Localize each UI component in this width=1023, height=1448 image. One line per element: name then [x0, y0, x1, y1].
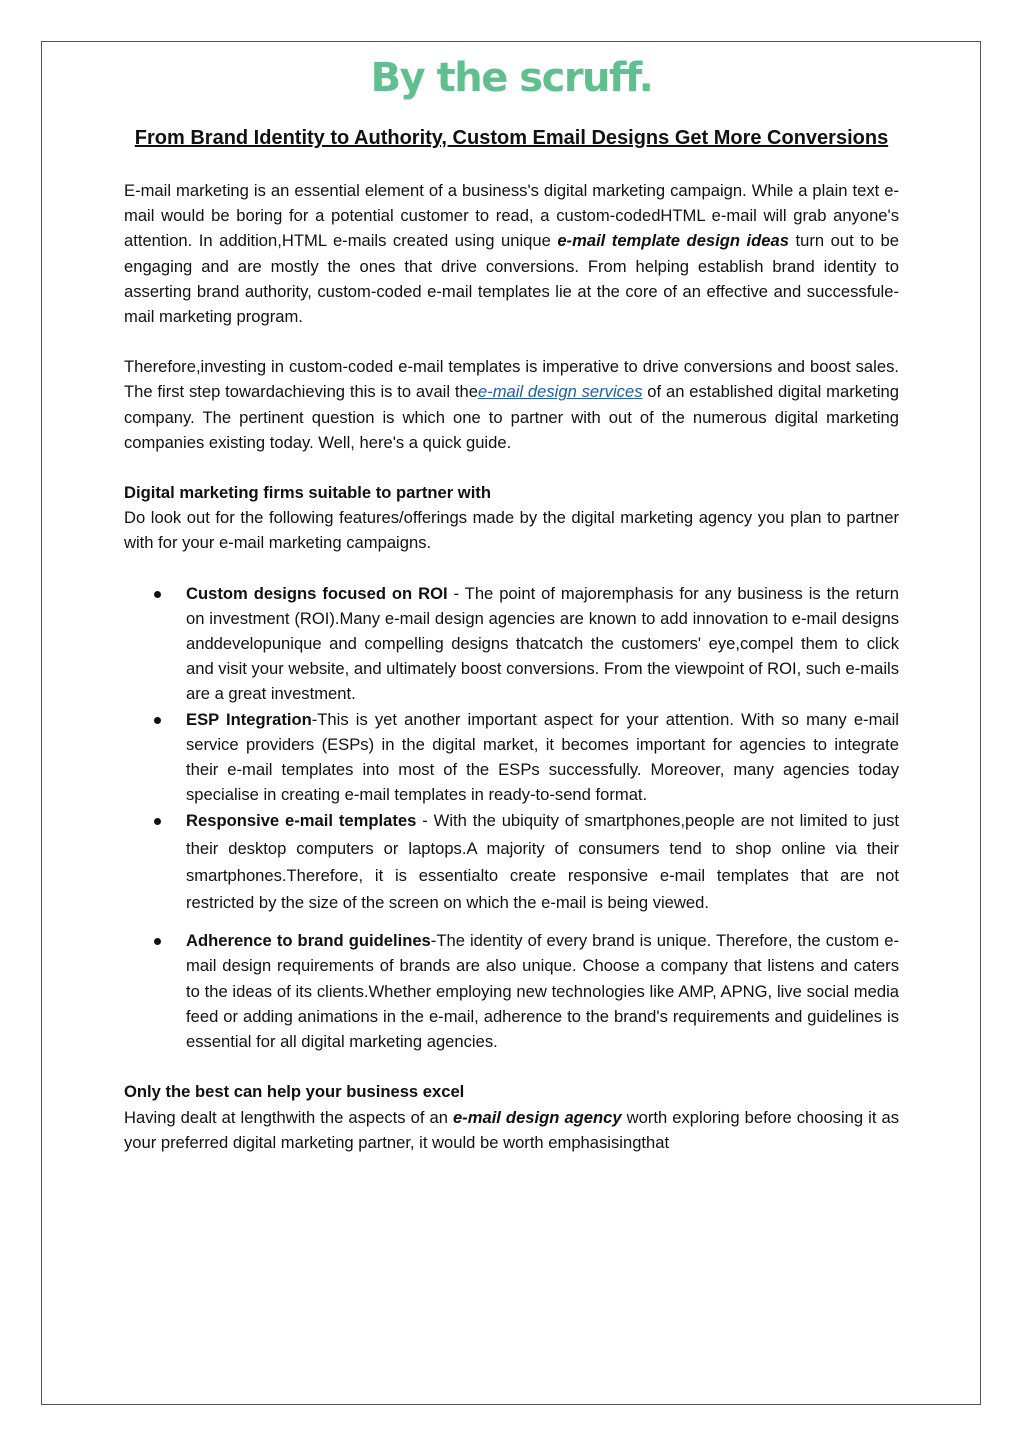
section1-body: Do look out for the following features/offerings made by the digital marketing agency you plan to partner with for your e-mail marketing campaigns. — [124, 508, 899, 553]
section1-heading: Digital marketing firms suitable to partner with — [124, 483, 491, 503]
section2-body — [124, 1105, 899, 1155]
intro-text-2: turn out to be engaging and are mostly the ones that drive conversions. From helping establish brand identity to asserting brand authority, custom-coded e-mail templates lie at the core of an effective and successfule-mail marketing program. — [124, 231, 899, 327]
feature-label: Custom designs focused on ROI — [186, 583, 448, 603]
document-body — [124, 124, 899, 1155]
features-list — [124, 581, 899, 1055]
list-item — [124, 581, 899, 707]
section2-text-2: worth exploring before choosing it as your preferred digital marketing partner, it would be worth emphasisingthat — [124, 1107, 899, 1152]
investing-text-1: Therefore,investing in custom-coded e-mail templates is imperative to drive conversions and boost sales. The first step towardachieving this is to avail the — [124, 357, 899, 402]
section2-text-1: Having dealt at lengthwith the aspects of an — [124, 1107, 453, 1127]
section2-heading: Only the best can help your business excel — [124, 1082, 465, 1102]
feature-label: ESP Integration — [186, 709, 312, 729]
feature-text: - The point of majoremphasis for any business is the return on investment (ROI).Many e-mail design agencies are known to add innovation to e-mail designs anddevelopunique and compelling designs thatcatch the customers' eye,compel them to click and visit your website, and ultimately boost conversions. From the viewpoint of ROI, such e-mails are a great investment. — [186, 583, 899, 704]
document-title: From Brand Identity to Authority, Custom Email Designs Get More Conversions — [134, 127, 889, 149]
investing-text-2: of an established digital marketing company. The pertinent question is which one to partner with out of the numerous digital marketing companies existing today. Well, here's a quick guide. — [124, 382, 900, 452]
email-design-services-link[interactable]: e-mail design services — [477, 382, 643, 402]
intro-paragraph — [124, 178, 899, 329]
list-item — [124, 928, 899, 1054]
feature-text: - With the ubiquity of smartphones,people are not limited to just their desktop computers or laptops.A majority of consumers tend to shop online via their smartphones.Therefore, it is essentialto create responsive e-mail templates that are not restricted by the size of the screen on which the e-mail is being viewed. — [186, 811, 899, 913]
feature-label: Adherence to brand guidelines — [186, 931, 431, 951]
bullet-icon — [154, 818, 161, 825]
feature-label: Responsive e-mail templates — [186, 811, 417, 831]
section2-emphasis: e-mail design agency — [452, 1107, 622, 1127]
list-item — [124, 807, 899, 916]
brand-logo: By the scruff. — [370, 55, 653, 101]
bullet-icon — [154, 591, 161, 598]
bullet-icon — [154, 938, 161, 945]
intro-emphasis: e-mail template design ideas — [557, 231, 789, 251]
bullet-icon — [154, 717, 161, 724]
feature-text: -This is yet another important aspect for your attention. With so many e-mail service providers (ESPs) in the digital market, it becomes important for agencies to integrate their e-mail templates into most of the ESPs successfully. Moreover, many agencies today specialise in creating e-mail templates in ready-to-send format. — [186, 709, 899, 805]
list-item — [124, 707, 899, 808]
intro-text-1: E-mail marketing is an essential element of a business's digital marketing campaign. While a plain text e-mail would be boring for a potential customer to read, a custom-codedHTML e-mail will grab anyone's attention. In addition,HTML e-mails created using unique — [124, 181, 899, 251]
investing-paragraph — [124, 354, 899, 455]
feature-text: -The identity of every brand is unique. Therefore, the custom e-mail design requirements of brands are also unique. Choose a company that listens and caters to the ideas of its clients.Whether employing new technologies like AMP, APNG, live social media feed or adding animations in the e-mail, adherence to the brand's requirements and guidelines is essential for all digital marketing agencies. — [186, 931, 900, 1052]
